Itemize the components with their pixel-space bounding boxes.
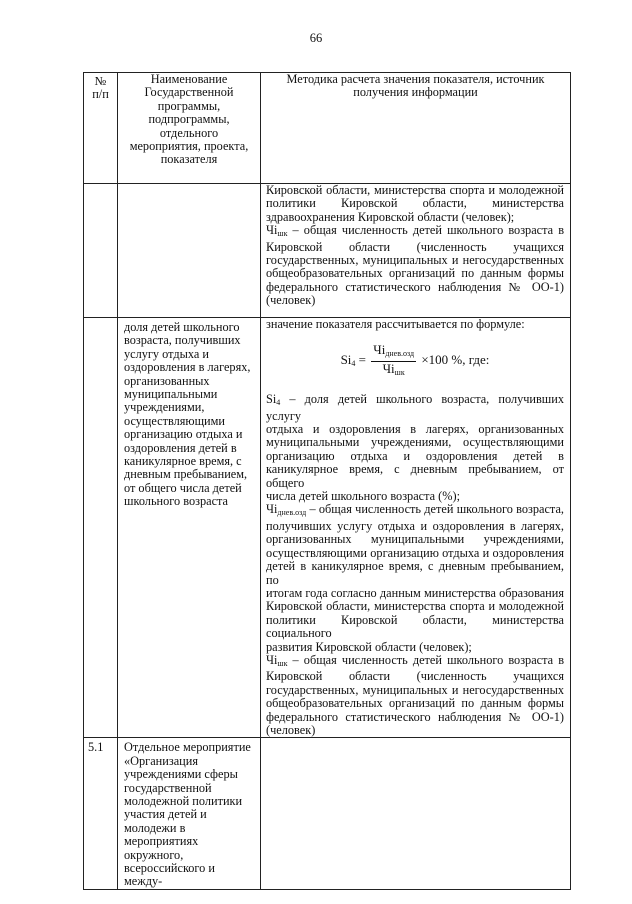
- formula-fraction: [371, 343, 416, 379]
- row3-name-cell: [118, 738, 261, 889]
- formula-tail: ×100 %, где:: [421, 352, 490, 368]
- row3-measure-name: Отдельное мероприятие «Организация учреждениями сферы государственной молодежной политики участия детей и молодежи в мероприятиях окружного, всероссийского и между-: [124, 740, 251, 889]
- row2-text-line: (человек): [266, 722, 316, 737]
- header-name-label: Наименование Государственной программы, подпрограммы, отдельного мероприятия, проекта, показателя: [129, 72, 249, 167]
- row2-text-line: организацию отдыха и оздоровления детей в: [266, 448, 564, 463]
- row2-text-line: Кировской области (численность учащихся: [266, 669, 564, 684]
- row2-text-line: $Si_4$ – доля детей школьного возраста, получивших услугу: [266, 392, 564, 423]
- table-row-indicator-si4: [84, 318, 571, 738]
- row1-text-line: здравоохранения Кировской области (человек);: [266, 209, 515, 224]
- row1-method-cell: [261, 184, 571, 318]
- table-row-5-1: [84, 738, 571, 889]
- row2-text-line: Кировской области, министерства спорта и молодежной: [266, 599, 564, 614]
- formula-denominator: $Чi_{шк}$: [382, 360, 405, 377]
- row2-text-line: осуществляющими организацию отдыха и оздоровления: [266, 545, 564, 560]
- page-number: 66: [309, 31, 323, 45]
- row1-text-line: (человек): [266, 293, 316, 308]
- row3-number-cell: [84, 738, 118, 889]
- row1-text-line: Кировской области, министерства спорта и молодежной: [266, 183, 564, 197]
- formula-intro: значение показателя рассчитывается по формуле:: [266, 317, 525, 331]
- row2-text-line: числа детей школьного возраста (%);: [266, 489, 461, 504]
- formula-lhs: $Si_4$: [340, 352, 356, 369]
- row2-text-line: федерального статистического наблюдения № ОО-1): [266, 709, 564, 724]
- header-method-label: Методика расчета значения показателя, источник получения информации: [286, 72, 545, 100]
- row2-number-cell: [84, 318, 118, 738]
- row1-text-line: государственных, муниципальных и негосударственных: [266, 253, 564, 268]
- header-number-cell: [84, 73, 118, 184]
- row3-number: 5.1: [88, 740, 104, 755]
- header-name-cell: [118, 73, 261, 184]
- row1-text-line: федерального статистического наблюдения № ОО-1): [266, 279, 564, 294]
- row2-text-line: итогам года согласно данным министерства образования: [266, 585, 564, 600]
- row1-name-cell: [118, 184, 261, 318]
- row1-text-line: политики Кировской области, министерства: [266, 196, 564, 211]
- row1-text-line: общеобразовательных организаций по данным формы: [266, 266, 564, 281]
- row2-indicator-name: доля детей школьного возраста, получивших услугу отдыха и оздоровления в лагерях, организованных муниципальными учреждениями, осуществляющими организацию отдыха и оздоровления детей в каникулярное время, с дневным пребыванием, от общего числа детей школьного возраста: [124, 320, 251, 509]
- header-method-cell: [261, 73, 571, 184]
- row1-number-cell: [84, 184, 118, 318]
- row2-text-line: политики Кировской области, министерства социального: [266, 612, 564, 641]
- formula-numerator: $Чi_{днев.озд}$: [371, 343, 416, 361]
- row2-text-line: общеобразовательных организаций по данным формы: [266, 696, 564, 711]
- header-number-label: № п/п: [92, 74, 109, 102]
- row2-text-line: детей в каникулярное время, с дневным пребыванием, по: [266, 559, 564, 587]
- row3-method-cell: [261, 738, 571, 889]
- row2-definitions: [266, 393, 564, 737]
- table-row-continuation: [84, 184, 571, 318]
- row2-text-line: муниципальными учреждениями, осуществляющими: [266, 435, 564, 450]
- row1-text-line: Кировской области (численность учащихся: [266, 239, 564, 254]
- row2-method-cell: [261, 318, 571, 738]
- row2-text-line: получивших услугу отдыха и оздоровления в лагерях,: [266, 518, 564, 533]
- indicator-table: [83, 72, 571, 890]
- row2-text-line: $Чi_{шк}$ – общая численность детей школьного возраста в: [266, 652, 564, 668]
- formula: $Si_4$ = $\frac{Чi_{днев.озд}}{Чi_{шк}}$ ×100 %, где:: [266, 343, 564, 379]
- row2-text-line: каникулярное время, с дневным пребыванием, от общего: [266, 462, 564, 490]
- row2-text-line: организованных муниципальными учреждениями,: [266, 532, 564, 547]
- table-header-row: [84, 73, 571, 184]
- row1-method-text: [261, 184, 570, 308]
- row2-text-line: государственных, муниципальных и негосударственных: [266, 682, 564, 697]
- row2-text-line: развития Кировской области (человек);: [266, 639, 472, 654]
- row2-text-line: отдыха и оздоровления в лагерях, организованных: [266, 422, 564, 437]
- row2-method-text: [261, 318, 570, 737]
- row2-text-line: $Чi_{днев.озд}$ – общая численность детей школьного возраста,: [266, 502, 564, 518]
- row2-name-cell: [118, 318, 261, 738]
- row1-text-line: $Чi_{шк}$ – общая численность детей школьного возраста в: [266, 223, 564, 239]
